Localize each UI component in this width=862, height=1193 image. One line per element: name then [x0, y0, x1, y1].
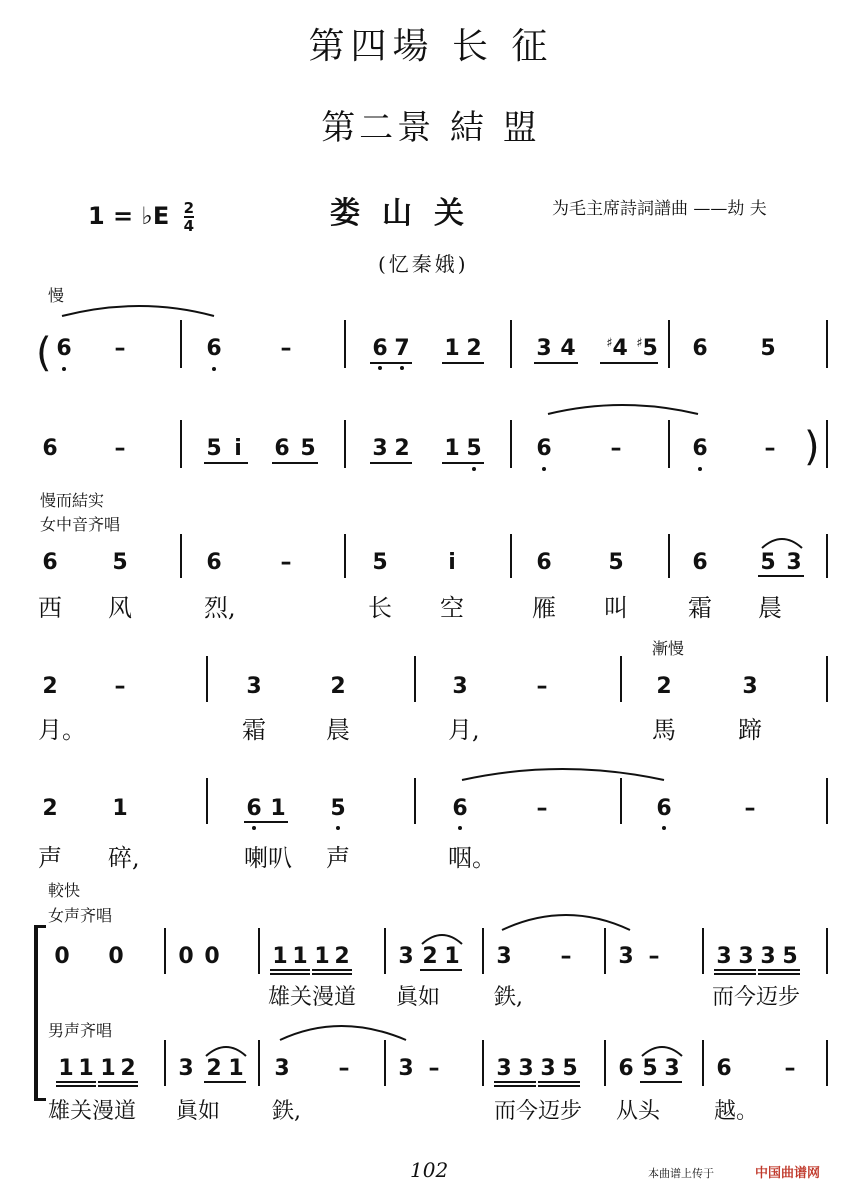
note: 3 — [274, 1056, 290, 1081]
note: 3 — [536, 336, 552, 361]
note: 5 — [760, 336, 776, 361]
tie — [280, 1026, 406, 1040]
tie — [502, 915, 630, 930]
note: 6 — [692, 550, 708, 575]
lyric: 声 — [326, 844, 350, 872]
note: – — [114, 436, 126, 461]
note: ♯5 — [636, 336, 658, 361]
note: 2 — [206, 1056, 222, 1081]
note: 3 — [664, 1056, 680, 1081]
note: 6 — [536, 436, 552, 461]
lyric: 雄关漫道 — [48, 1099, 137, 1124]
note: 6 — [206, 336, 222, 361]
note: – — [560, 944, 572, 969]
tie — [62, 306, 214, 316]
lyric: 霜 — [242, 716, 266, 744]
note: 3 — [398, 944, 414, 969]
note: 2 — [120, 1056, 136, 1081]
lyric: 声 — [38, 844, 62, 872]
key-text: 1 = ♭E — [88, 202, 170, 230]
tempo-faster: 較快 — [48, 881, 81, 900]
note: 6 — [42, 436, 58, 461]
note: 5 — [642, 1056, 658, 1081]
slur — [206, 1047, 246, 1056]
source-note: 本曲谱上传于 — [648, 1167, 714, 1180]
lyric: 西 — [38, 594, 62, 622]
note: 6 — [274, 436, 290, 461]
tie — [462, 769, 664, 780]
lyric: 月, — [448, 716, 480, 744]
lyric: 风 — [108, 594, 132, 622]
note: 3 — [518, 1056, 534, 1081]
note: 5 — [372, 550, 388, 575]
lyric: 眞如 — [396, 985, 441, 1010]
note: 3 — [398, 1056, 414, 1081]
note: 0 — [54, 944, 70, 969]
note: 6 — [618, 1056, 634, 1081]
page-number: 102 — [410, 1158, 449, 1182]
closing-paren: ) — [804, 424, 820, 470]
lyric: 碎, — [108, 844, 140, 872]
lyric: 蹄 — [738, 716, 762, 744]
note: 2 — [42, 796, 58, 821]
lyric: 晨 — [326, 716, 350, 744]
note: 5 — [112, 550, 128, 575]
note: 5 — [300, 436, 316, 461]
lyric: 雄关漫道 — [268, 985, 357, 1010]
note: 5 — [206, 436, 222, 461]
note: 2 — [656, 674, 672, 699]
note: 6 — [246, 796, 262, 821]
lyric: 鉄, — [494, 985, 523, 1010]
note: 6 — [692, 436, 708, 461]
note: 1 — [314, 944, 330, 969]
note: 6 — [372, 336, 388, 361]
note: – — [280, 550, 292, 575]
lyric: 而今迈步 — [494, 1099, 583, 1124]
note: 0 — [108, 944, 124, 969]
note: 5 — [330, 796, 346, 821]
note: 2 — [394, 436, 410, 461]
note: – — [764, 436, 776, 461]
note: 5 — [466, 436, 482, 461]
note: 3 — [716, 944, 732, 969]
note: 1 — [270, 796, 286, 821]
note: – — [784, 1056, 796, 1081]
lyric: 而今迈步 — [712, 985, 801, 1010]
note: – — [610, 436, 622, 461]
note: – — [280, 336, 292, 361]
note: 0 — [204, 944, 220, 969]
note: 3 — [742, 674, 758, 699]
note: 1 — [228, 1056, 244, 1081]
note: 3 — [452, 674, 468, 699]
note: 3 — [178, 1056, 194, 1081]
note: 5 — [760, 550, 776, 575]
time-top: 2 — [183, 199, 195, 217]
note: 3 — [738, 944, 754, 969]
note: 1 — [444, 436, 460, 461]
lyric: 空 — [440, 594, 464, 622]
note: – — [744, 796, 756, 821]
song-title: 娄山关 — [330, 196, 486, 231]
lyric: 月。 — [38, 716, 86, 744]
time-bottom: 4 — [183, 217, 195, 235]
note: 6 — [692, 336, 708, 361]
note: 3 — [540, 1056, 556, 1081]
tempo-slow: 慢 — [48, 286, 65, 305]
note: 6 — [716, 1056, 732, 1081]
note: 3 — [618, 944, 634, 969]
note: – — [536, 674, 548, 699]
note: 3 — [760, 944, 776, 969]
note: 2 — [422, 944, 438, 969]
lyric: 咽。 — [448, 844, 496, 872]
note: 1 — [58, 1056, 74, 1081]
lyric: 眞如 — [176, 1099, 221, 1124]
tempo-gradually-slower: 漸慢 — [652, 639, 685, 658]
voice-alto-unison: 女中音齐唱 — [40, 515, 121, 534]
note: 6 — [536, 550, 552, 575]
note: – — [338, 1056, 350, 1081]
site-logo: 中国曲谱网 — [755, 1166, 821, 1181]
note: 1 — [112, 796, 128, 821]
tune-name: (忆秦娥) — [378, 252, 469, 276]
lyric: 长 — [368, 594, 392, 622]
note: 7 — [394, 336, 410, 361]
note: – — [114, 336, 126, 361]
subscene-title: 第二景 結 盟 — [321, 108, 541, 148]
note: 1 — [444, 944, 460, 969]
note: 5 — [608, 550, 624, 575]
note: 3 — [496, 1056, 512, 1081]
note: 5 — [562, 1056, 578, 1081]
note: 4 — [560, 336, 576, 361]
note: 6 — [206, 550, 222, 575]
note: 1 — [292, 944, 308, 969]
slur — [642, 1047, 682, 1056]
lyric: 喇叭 — [244, 844, 292, 872]
lyric: 霜 — [688, 594, 712, 622]
lyric: 鉄, — [272, 1099, 301, 1124]
note: – — [648, 944, 660, 969]
note: 1 — [100, 1056, 116, 1081]
voice-male-unison: 男声齐唱 — [48, 1021, 113, 1040]
tie — [548, 405, 698, 414]
note: 2 — [466, 336, 482, 361]
lyric: 从头 — [616, 1099, 661, 1124]
note: – — [428, 1056, 440, 1081]
lyric: 晨 — [758, 594, 782, 622]
note: 1 — [444, 336, 460, 361]
note: i — [234, 436, 242, 461]
opening-paren: ( — [36, 330, 52, 376]
note: – — [114, 674, 126, 699]
lyric: 馬 — [652, 716, 676, 744]
note: 1 — [272, 944, 288, 969]
note: 2 — [334, 944, 350, 969]
composer-credit: 为毛主席詩詞譜曲 ——劫 夫 — [552, 199, 767, 219]
note: ♯4 — [606, 336, 628, 361]
slur — [762, 539, 802, 548]
note: 5 — [782, 944, 798, 969]
note: i — [448, 550, 456, 575]
note: 6 — [42, 550, 58, 575]
note: 3 — [246, 674, 262, 699]
lyric: 烈, — [204, 594, 236, 622]
note: 1 — [78, 1056, 94, 1081]
note: 3 — [786, 550, 802, 575]
slur — [422, 935, 462, 944]
lyric: 叫 — [604, 594, 628, 622]
note: 0 — [178, 944, 194, 969]
note: 3 — [372, 436, 388, 461]
note: 6 — [56, 336, 72, 361]
lyric: 雁 — [532, 594, 556, 622]
tempo-slow-solid: 慢而結实 — [40, 491, 105, 510]
lyric: 越。 — [714, 1099, 759, 1124]
note: 6 — [452, 796, 468, 821]
scene-title: 第四場 长 征 — [308, 26, 554, 67]
note: 2 — [330, 674, 346, 699]
voice-female-unison: 女声齐唱 — [48, 906, 113, 925]
note: 3 — [496, 944, 512, 969]
note: – — [536, 796, 548, 821]
note: 2 — [42, 674, 58, 699]
note: 6 — [656, 796, 672, 821]
